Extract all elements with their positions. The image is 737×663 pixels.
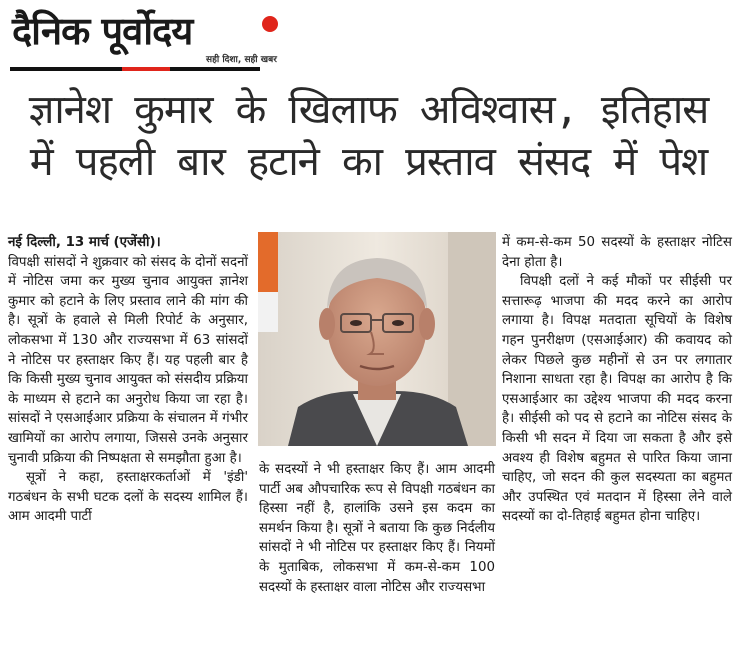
- headline: [4, 84, 733, 188]
- news-photo: [258, 232, 496, 446]
- paragraph: के सदस्यों ने भी हस्ताक्षर किए हैं। आम आदमी पार्टी अब औपचारिक रूप से विपक्षी गठबंधन का हिस्सा नहीं है, हालांकि उसने इस कदम का समर्थन किया है। सूत्रों ने बताया कि कुछ निर्दलीय सांसदों ने भी नोटिस पर हस्ताक्षर किए हैं। नियमों के मुताबिक, लोकसभा में कम-से-कम 100 सदस्यों के हस्ताक्षर वाला नोटिस और राज्यसभा: [259, 462, 495, 595]
- tagline: सही दिशा, सही खबर: [206, 55, 277, 65]
- paragraph: विपक्षी सांसदों ने शुक्रवार को संसद के दोनों सदनों में नोटिस जमा कर मुख्य चुनाव आयुक्त ज्ञानेश कुमार को हटाने के लिए प्रस्ताव लाने की मांग की है। सूत्रों के हवाले से मिली रिपोर्ट के अनुसार, लोकसभा में 130 और राज्यसभा में 63 सांसदों ने नोटिस पर हस्ताक्षर किए हैं। यह पहली बार है कि किसी मुख्य चुनाव आयुक्त को संसदीय प्रक्रिया के माध्यम से हटाने का अनुरोध किया जा रहा है। सांसदों ने एसआईआर प्रक्रिया के संचालन में गंभीर खामियों का आरोप लगाया, जिससे उनके अनुसार चुनावी प्रक्रिया की निष्पक्षता से समझौता हुआ है।: [8, 254, 248, 466]
- masthead: [10, 4, 280, 74]
- headline-line-1: ज्ञानेश कुमार के खिलाफ अविश्वास, इतिहास: [28, 87, 709, 133]
- portrait-photo-image: [258, 232, 496, 446]
- headline-line-2: में पहली बार हटाने का प्रस्ताव संसद में पेश: [29, 139, 708, 185]
- logo-dot: [262, 16, 278, 32]
- article-column-2: [259, 460, 495, 597]
- masthead-accent: [122, 67, 170, 71]
- paragraph: विपक्षी दलों ने कई मौकों पर सीईसी पर सत्तारूढ़ भाजपा की मदद करने का आरोप लगाया है। विपक्ष मतदाता सूचियों के विशेष गहन पुनरीक्षण (एसआईआर) की कवायद को लेकर पिछले कुछ महीनों से उन पर लगातार निशाना साधता रहा है। विपक्ष का आरोप है कि एसआईआर का उद्देश्य भाजपा की मदद करना है। सीईसी को पद से हटाने का नोटिस संसद के किसी भी सदन में दिया जा सकता है और इसे अवश्य ही विशेष बहुमत से पारित किया जाना चाहिए, जो सदन की कुल सदस्यता का बहुमत और उपस्थित एवं मतदान में हिस्सा लेने वाले सदस्यों का दो-तिहाई बहुमत होना चाहिए।: [502, 274, 732, 525]
- paragraph: में कम-से-कम 50 सदस्यों के हस्ताक्षर नोटिस देना होता है।: [502, 235, 732, 270]
- dateline: नई दिल्ली, 13 मार्च (एजेंसी)।: [8, 235, 161, 250]
- paragraph: सूत्रों ने कहा, हस्ताक्षरकर्ताओं में 'इंडी' गठबंधन के सभी घटक दलों के सदस्य शामिल हैं। आम आदमी पार्टी: [8, 470, 248, 525]
- article-column-1: [8, 233, 248, 527]
- article-column-3: [502, 233, 732, 527]
- newspaper-logo: दैनिक पूर्वोदय: [12, 9, 193, 53]
